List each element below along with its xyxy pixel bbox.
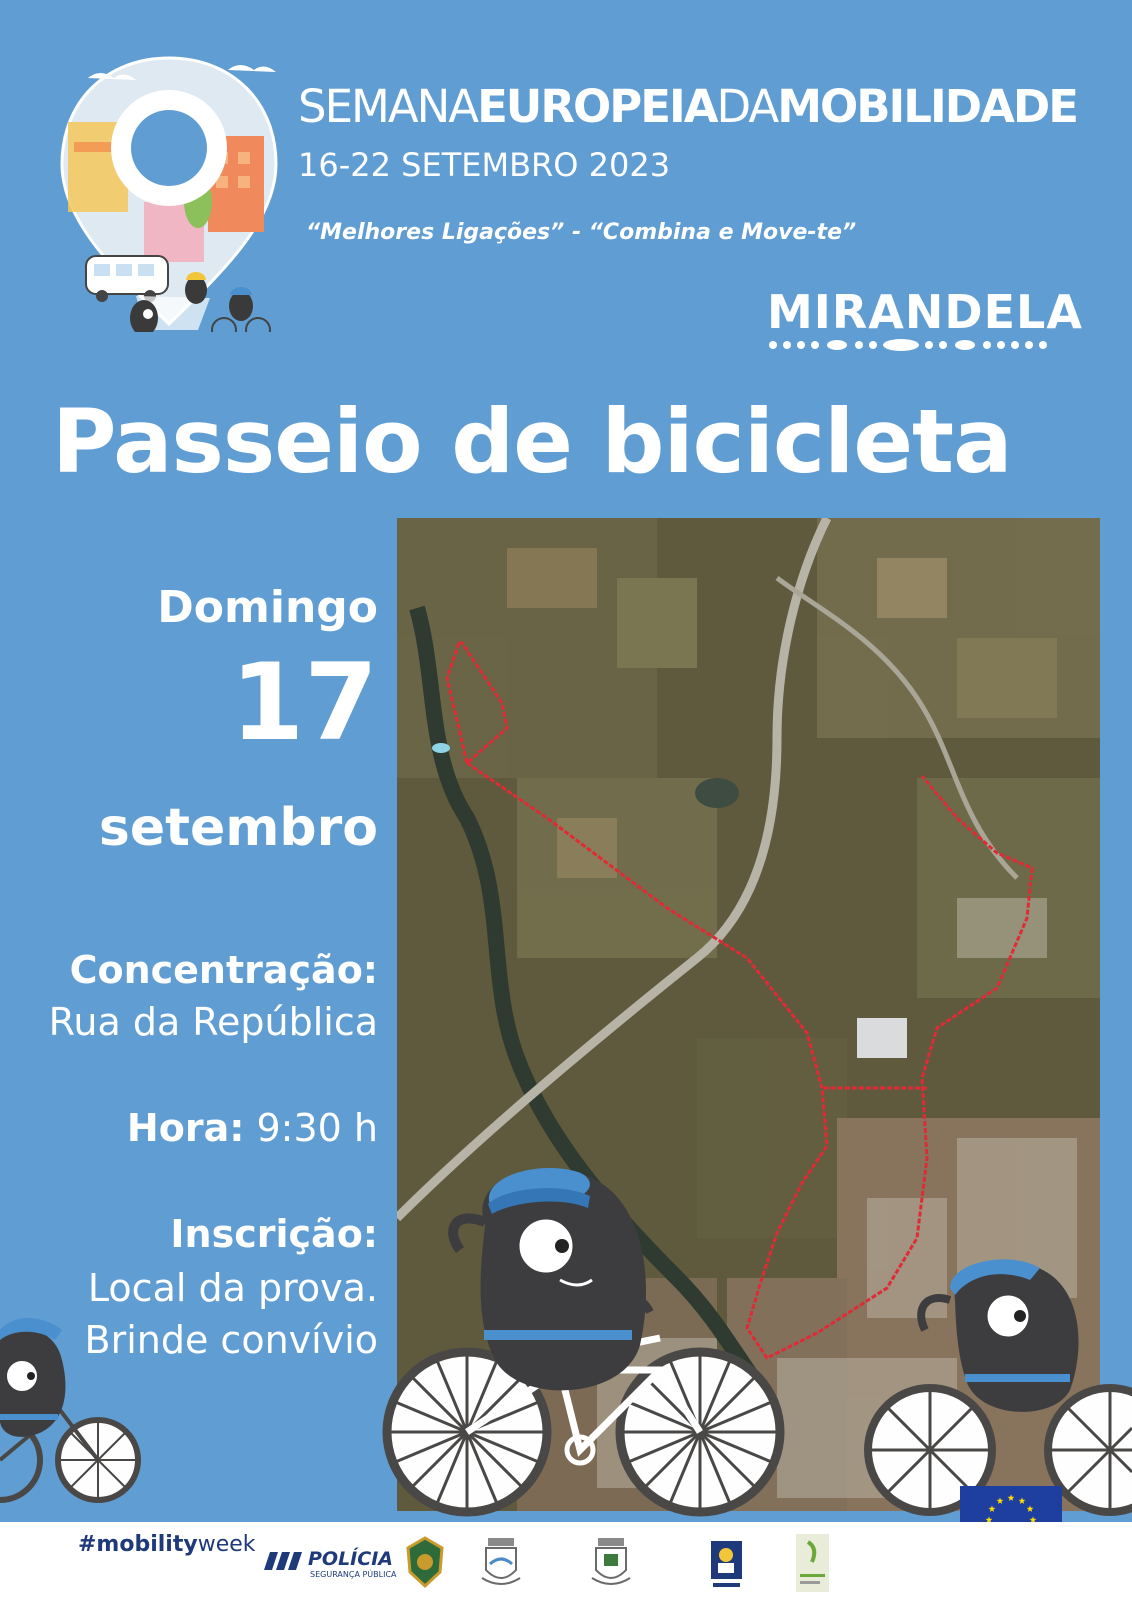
event-title: SEMANAEUROPEIADAMOBILIDADE <box>298 80 1077 133</box>
parish-crest-icon <box>588 1534 634 1590</box>
mobility-week-hashtag: #mobilityweek <box>78 1532 256 1557</box>
meeting-place: Rua da República <box>48 1000 378 1044</box>
registration-label: Inscrição: <box>170 1212 378 1256</box>
mobility-week-pin-logo <box>48 52 290 332</box>
time-line <box>127 1106 378 1150</box>
time-label: Hora: <box>126 1106 245 1150</box>
gnr-crest-icon <box>402 1534 448 1590</box>
mirandela-brand: MIRANDELA <box>767 285 1083 339</box>
time-value: 9:30 h <box>244 1106 378 1150</box>
event-dates: 16-22 SETEMBRO 2023 <box>298 146 671 184</box>
route-satellite-map <box>397 518 1100 1511</box>
municipal-crest-icon <box>478 1534 524 1590</box>
appacdm-logo-icon <box>709 1537 744 1592</box>
month: setembro <box>98 798 378 858</box>
headline: Passeio de bicicleta <box>52 390 1012 493</box>
slogan: “Melhores Ligações” - “Combina e Move-te” <box>306 220 857 245</box>
poster: SEMANAEUROPEIADAMOBILIDADE 16-22 SETEMBRO 2023 “Melhores Ligações” - “Combina e Move-te” MIRANDELA Passeio de bicicleta Domingo 17 setembro Concentração: Rua da República Hora: 9:30 h Inscrição: Local da prova. Brinde convívio #mobilityweek POLÍCIA SEGURANÇA PÚBLICA <box>0 0 1132 1600</box>
day-number: 17 <box>230 641 378 764</box>
registration-line-1: Local da prova. <box>87 1266 378 1310</box>
partner-logo-icon <box>796 1534 829 1592</box>
day-name: Domingo <box>157 582 378 633</box>
psp-stripes-icon <box>264 1548 304 1574</box>
brand-dots-ornament <box>769 338 1069 352</box>
registration-line-2: Brinde convívio <box>84 1318 378 1362</box>
meeting-label: Concentração: <box>69 948 378 992</box>
